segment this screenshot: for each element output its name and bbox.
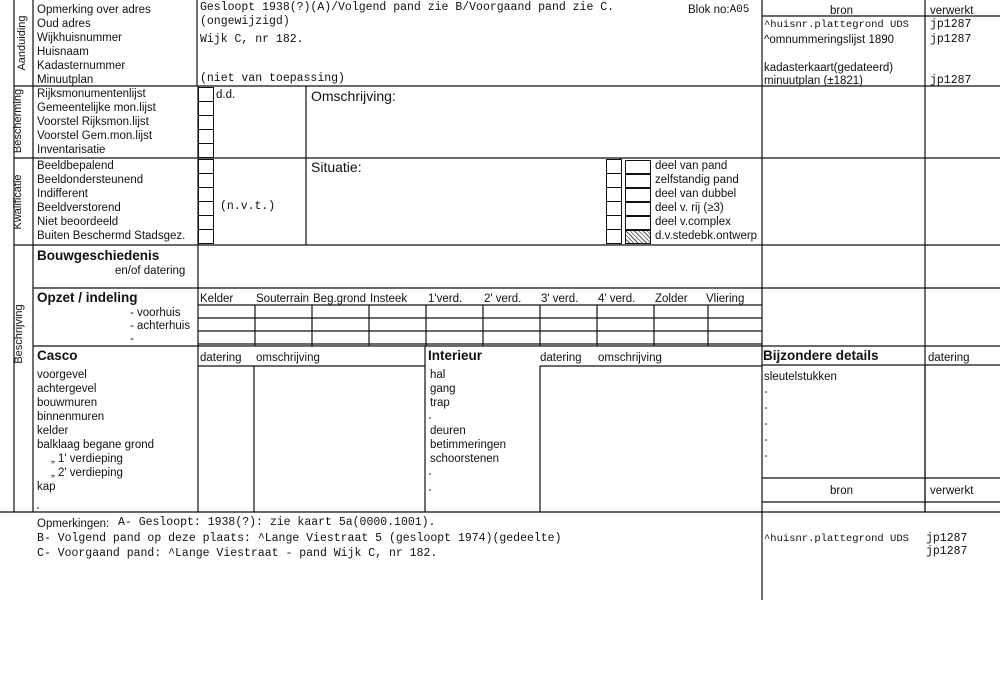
- opzet-col-insteek: Insteek: [370, 293, 408, 305]
- casco-1verdieping: „ 1' verdieping: [51, 453, 123, 465]
- bron-header: bron: [830, 5, 854, 17]
- label-rijksmonumentenlijst: Rijksmonumentenlijst: [37, 88, 146, 100]
- checkbox-inventarisatie[interactable]: [198, 143, 214, 158]
- interieur-blank: [430, 410, 506, 424]
- kwalificatie-value[interactable]: (n.v.t.): [220, 200, 276, 213]
- house-detached-icon: [625, 174, 651, 188]
- checkbox-voorstel-gem[interactable]: [198, 129, 214, 144]
- interieur-gang: gang: [430, 383, 456, 395]
- opmerking-line-b[interactable]: B- Volgend pand op deze plaats: ^Lange Viestraat 5 (gesloopt 1974)(gedeelte): [37, 532, 562, 545]
- bron-item-4: kadasterkaart(gedateerd): [764, 62, 894, 74]
- value-wijkhuisnummer[interactable]: Wijk C, nr 182.: [200, 33, 304, 46]
- bijzondere-verwerkt: verwerkt: [930, 485, 974, 497]
- label-niet-beoordeeld: Niet beoordeeld: [37, 216, 119, 228]
- section-kwalificatie: Kwalificatie: [12, 174, 24, 230]
- option-stedebk: d.v.stedebk.ontwerp: [655, 230, 758, 242]
- interieur-trap: trap: [430, 397, 450, 409]
- house-part-icon: [625, 160, 651, 174]
- checkbox-gem[interactable]: [198, 101, 214, 116]
- opzet-title: Opzet / indeling: [37, 290, 138, 305]
- checkbox-complex[interactable]: [606, 215, 622, 230]
- opmerkingen-label: Opmerkingen:: [37, 518, 110, 530]
- label-voorstel-rijks: Voorstel Rijksmon.lijst: [37, 116, 149, 128]
- checkbox-beeldverstorend[interactable]: [198, 201, 214, 216]
- bijzondere-bron: bron: [830, 485, 854, 497]
- opzet-row-extra: -: [130, 333, 134, 345]
- checkbox-stedebk[interactable]: [606, 229, 622, 244]
- section-bescherming: Bescherming: [12, 88, 24, 154]
- casco-voorgevel: voorgevel: [37, 369, 87, 381]
- blok-no-value: A05: [729, 4, 750, 16]
- value-opmerking-adres[interactable]: Gesloopt 1938(?)(A)/Volgend pand zie B/Voorgaand pand zie C.: [200, 1, 615, 14]
- checkbox-niet-beoordeeld[interactable]: [198, 215, 214, 230]
- checkbox-buiten[interactable]: [198, 229, 214, 244]
- opzet-col-4verd: 4' verd.: [598, 293, 636, 305]
- opzet-col-zolder: Zolder: [655, 293, 688, 305]
- label-inventarisatie: Inventarisatie: [37, 144, 106, 156]
- casco-2verdieping: „ 2' verdieping: [51, 467, 123, 479]
- section-aanduiding: Aanduiding: [16, 15, 28, 71]
- opzet-col-2verd: 2' verd.: [484, 293, 522, 305]
- interieur-items: [430, 368, 506, 466]
- blok-no-label: Blok no:: [688, 4, 730, 16]
- verwerkt-1: jp1287: [930, 18, 972, 31]
- label-wijkhuisnummer: Wijkhuisnummer: [37, 32, 122, 44]
- casco-items: [37, 368, 154, 494]
- label-minuutplan: Minuutplan: [37, 74, 94, 86]
- bron-item-5: minuutplan (±1821): [764, 75, 864, 87]
- casco-kelder: kelder: [37, 425, 69, 437]
- checkbox-beeldondersteunend[interactable]: [198, 173, 214, 188]
- bijzondere-datering: datering: [928, 352, 970, 364]
- label-indifferent: Indifferent: [37, 188, 88, 200]
- verwerkt-header: verwerkt: [930, 5, 974, 17]
- opzet-col-kelder: Kelder: [200, 293, 234, 305]
- casco-omschrijving: omschrijving: [256, 352, 320, 364]
- label-beeldbepalend: Beeldbepalend: [37, 160, 114, 172]
- label-kadasternummer: Kadasternummer: [37, 60, 126, 72]
- kwalificatie-labels: [37, 159, 185, 243]
- bouwgeschiedenis-title: Bouwgeschiedenis: [37, 248, 160, 263]
- situatie-label: Situatie:: [311, 159, 362, 175]
- checkbox-beeldbepalend[interactable]: [198, 159, 214, 174]
- opmerking-line-c[interactable]: C- Voorgaand pand: ^Lange Viestraat - pand Wijk C, nr 182.: [37, 547, 438, 560]
- verwerkt-5: jp1287: [930, 74, 972, 87]
- situatie-options: [655, 159, 757, 243]
- label-opmerking-adres: Opmerking over adres: [37, 4, 151, 16]
- opzet-col-beggrond: Beg.grond: [313, 293, 367, 305]
- bijzondere-title: Bijzondere details: [763, 348, 879, 363]
- opmerking-verwerkt-2: jp1287: [926, 545, 968, 558]
- option-dubbel: deel van dubbel: [655, 188, 737, 200]
- omschrijving-label: Omschrijving:: [311, 88, 396, 104]
- bron-item-1: ^huisnr.plattegrond UDS: [764, 19, 909, 31]
- section-beschrijving: Beschrijving: [13, 304, 25, 364]
- opzet-col-1verd: 1'verd.: [428, 293, 463, 305]
- checkbox-dubbel[interactable]: [606, 187, 622, 202]
- house-double-icon: [625, 188, 651, 202]
- label-beeldondersteunend: Beeldondersteunend: [37, 174, 144, 186]
- checkbox-rijks[interactable]: [198, 87, 214, 102]
- bron-item-2: ^omnummeringslijst 1890: [764, 34, 895, 46]
- bescherming-labels: [37, 87, 156, 157]
- label-voorstel-gem: Voorstel Gem.mon.lijst: [37, 130, 153, 142]
- casco-achtergevel: achtergevel: [37, 383, 97, 395]
- verwerkt-2: jp1287: [930, 33, 972, 46]
- dd-label: d.d.: [216, 89, 236, 101]
- bouwgeschiedenis-sub: en/of datering: [115, 265, 186, 277]
- option-zelfstandig: zelfstandig pand: [655, 174, 739, 186]
- checkbox-voorstel-rijks[interactable]: [198, 115, 214, 130]
- checkbox-deel-van-pand[interactable]: [606, 159, 622, 174]
- option-deel-van-pand: deel van pand: [655, 160, 728, 172]
- option-rij: deel v. rij (≥3): [655, 202, 724, 214]
- casco-binnenmuren: binnenmuren: [37, 411, 105, 423]
- opzet-col-3verd: 3' verd.: [541, 293, 579, 305]
- interieur-omschrijving: omschrijving: [598, 352, 662, 364]
- value-minuutplan[interactable]: (niet van toepassing): [200, 72, 345, 85]
- opmerking-verwerkt-1: jp1287: [926, 532, 968, 545]
- house-complex-icon: [625, 216, 651, 230]
- opmerking-line-a[interactable]: A- Gesloopt: 1938(?): zie kaart 5a(0000.1001).: [118, 516, 436, 529]
- checkbox-rij[interactable]: [606, 201, 622, 216]
- option-complex: deel v.complex: [655, 216, 731, 228]
- value-oud-adres[interactable]: (ongewijzigd): [200, 15, 290, 28]
- opzet-row-achterhuis: - achterhuis: [130, 320, 191, 332]
- interieur-datering: datering: [540, 352, 582, 364]
- interieur-title: Interieur: [428, 348, 483, 363]
- label-beeldverstorend: Beeldverstorend: [37, 202, 121, 214]
- opzet-col-vliering: Vliering: [706, 293, 745, 305]
- bijzondere-sleutelstukken: sleutelstukken: [764, 371, 837, 383]
- interieur-deuren: deuren: [430, 425, 466, 437]
- casco-title: Casco: [37, 348, 78, 363]
- label-oud-adres: Oud adres: [37, 18, 91, 30]
- casco-datering: datering: [200, 352, 242, 364]
- label-gemeentelijke: Gemeentelijke mon.lijst: [37, 102, 156, 114]
- label-buiten-beschermd: Buiten Beschermd Stadsgez.: [37, 230, 186, 242]
- interieur-hal: hal: [430, 369, 446, 381]
- aanduiding-labels: [37, 3, 151, 87]
- opzet-row-voorhuis: - voorhuis: [130, 307, 181, 319]
- label-huisnaam: Huisnaam: [37, 46, 89, 58]
- blok-label: [688, 3, 749, 17]
- casco-bouwmuren: bouwmuren: [37, 397, 98, 409]
- interieur-betimmeringen: betimmeringen: [430, 439, 507, 451]
- opmerking-bron: ^huisnr.plattegrond UDS: [764, 533, 909, 545]
- casco-kap: kap: [37, 481, 56, 493]
- opzet-col-souterrain: Souterrain: [256, 293, 310, 305]
- house-urban-icon: [625, 230, 651, 244]
- interieur-schoorstenen: schoorstenen: [430, 453, 500, 465]
- casco-balklaag: balklaag begane grond: [37, 439, 155, 451]
- house-row-icon: [625, 202, 651, 216]
- checkbox-zelfstandig[interactable]: [606, 173, 622, 188]
- checkbox-indifferent[interactable]: [198, 187, 214, 202]
